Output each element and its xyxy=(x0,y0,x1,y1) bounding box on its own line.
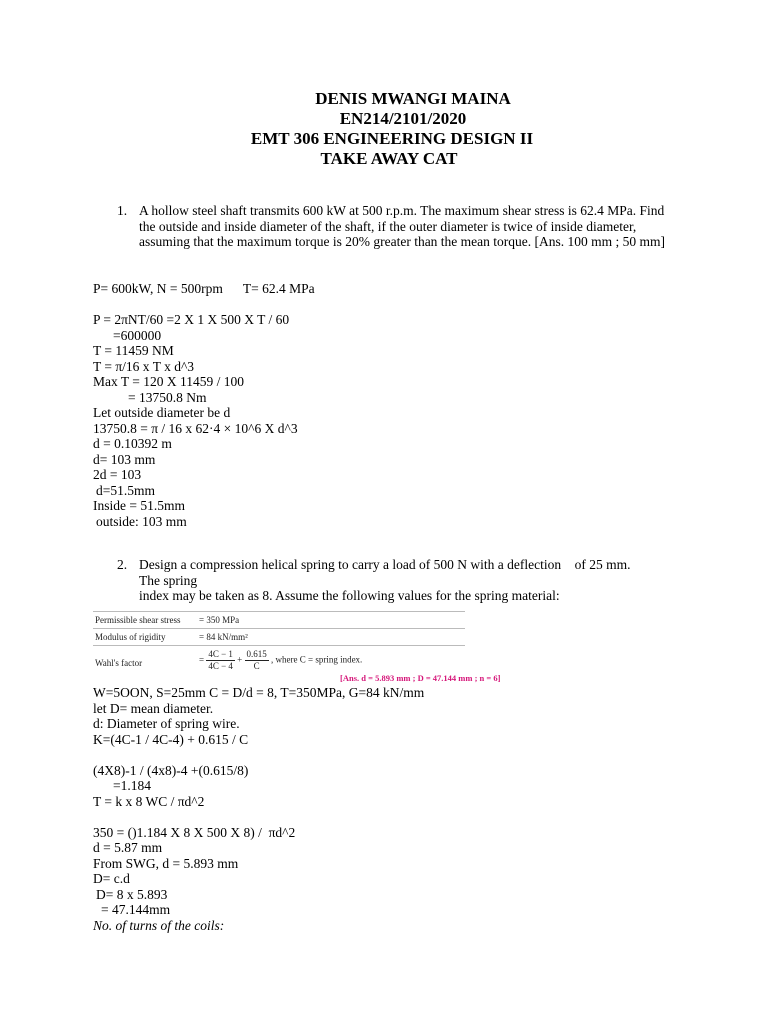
table-row-value: = 84 kN/mm² xyxy=(199,632,248,642)
work-line: =600000 xyxy=(113,327,162,343)
fraction-numerator: 4C − 1 xyxy=(208,649,233,659)
course-title: EMT 306 ENGINEERING DESIGN II xyxy=(250,129,534,148)
work-line: W=5OON, S=25mm C = D/d = 8, T=350MPa, G=84 kN/mm xyxy=(93,685,425,700)
work-line: Max T = 120 X 11459 / 100 xyxy=(93,374,244,389)
question-1 xyxy=(117,203,677,250)
work-line: 2d = 103 xyxy=(93,467,142,482)
table-row-label: Permissible shear stress xyxy=(95,615,181,625)
document-header xyxy=(0,89,768,169)
work-line: T = π/16 x T x d^3 xyxy=(93,358,195,374)
work-line: (4X8)-1 / (4x8)-4 +(0.615/8) xyxy=(93,762,249,778)
question-2-line: Design a compression helical spring to carry a load of 500 N with a deflection of 25 mm. xyxy=(139,557,631,572)
work-line: D= c.d xyxy=(93,871,130,886)
work-line xyxy=(93,809,693,825)
wahl-factor-formula xyxy=(199,649,362,672)
question-2-number: 2. xyxy=(117,557,128,572)
registration-number: EN214/2101/2020 xyxy=(339,109,467,128)
formula-fraction xyxy=(206,649,235,672)
work-line: = 47.144mm xyxy=(101,902,171,917)
table-divider xyxy=(93,611,465,612)
fraction-denominator: C xyxy=(253,661,260,671)
work-line: P = 2πNT/60 =2 X 1 X 500 X T / 60 xyxy=(93,312,290,327)
question-1-text: A hollow steel shaft transmits 600 kW at 500 r.p.m. The maximum shear stress is 62.4 MPa. Find the outside and inside diameter of the shaft, if the outer diameter is twice of inside diameter, assuming that the maximum torque is 20% greater than the mean torque. [Ans. 100 mm ; 50 mm] xyxy=(139,203,666,249)
work-line: d=51.5mm xyxy=(96,482,155,498)
question-2 xyxy=(117,557,677,604)
question-1-working xyxy=(93,281,693,529)
work-line: d = 5.87 mm xyxy=(93,840,163,855)
table-row-value: = 350 MPa xyxy=(199,615,240,625)
work-line: outside: 103 mm xyxy=(96,513,187,529)
formula-tail: , where C = spring index. xyxy=(271,654,363,665)
table-divider xyxy=(93,628,465,629)
table-row-label: Modulus of rigidity xyxy=(95,632,166,642)
question-1-number: 1. xyxy=(117,203,128,218)
answer-note: [Ans. d = 5.893 mm ; D = 47.144 mm ; n = 6] xyxy=(340,673,501,683)
work-line: =1.184 xyxy=(113,778,151,793)
work-line: d= 103 mm xyxy=(93,451,156,467)
fraction-numerator: 0.615 xyxy=(246,649,267,659)
work-line: D= 8 x 5.893 xyxy=(96,886,168,902)
work-line: Inside = 51.5mm xyxy=(93,498,185,513)
work-line: = 13750.8 Nm xyxy=(128,389,207,405)
work-line xyxy=(93,747,693,763)
spring-material-table xyxy=(93,611,501,683)
work-line: T = 11459 NM xyxy=(93,343,174,358)
table-divider xyxy=(93,645,465,646)
table-row-label: Wahl's factor xyxy=(95,658,143,668)
author-name: DENIS MWANGI MAINA xyxy=(315,89,511,108)
question-2-line: The spring xyxy=(139,572,198,588)
question-2-working xyxy=(93,685,693,933)
question-2-text xyxy=(139,557,677,604)
question-2-line: index may be taken as 8. Assume the following values for the spring material: xyxy=(139,588,560,603)
work-line: 13750.8 = π / 16 x 62·4 × 10^6 X d^3 xyxy=(93,420,298,436)
assignment-title: TAKE AWAY CAT xyxy=(320,149,458,168)
work-line: No. of turns of the coils: xyxy=(93,917,225,933)
work-line: T = k x 8 WC / πd^2 xyxy=(93,793,205,809)
work-line: d = 0.10392 m xyxy=(93,436,172,451)
work-line: Let outside diameter be d xyxy=(93,405,231,420)
fraction-denominator: 4C − 4 xyxy=(208,661,233,671)
formula-equals: = xyxy=(199,654,205,665)
work-line: K=(4C-1 / 4C-4) + 0.615 / C xyxy=(93,731,249,747)
work-line xyxy=(93,297,693,313)
work-line: P= 600kW, N = 500rpm T= 62.4 MPa xyxy=(93,281,315,296)
formula-plus: + xyxy=(237,654,243,665)
formula-fraction xyxy=(245,649,269,672)
work-line: let D= mean diameter. xyxy=(93,700,214,716)
work-line: 350 = ()1.184 X 8 X 500 X 8) / πd^2 xyxy=(93,824,296,840)
work-line: From SWG, d = 5.893 mm xyxy=(93,855,239,871)
work-line: d: Diameter of spring wire. xyxy=(93,716,240,731)
